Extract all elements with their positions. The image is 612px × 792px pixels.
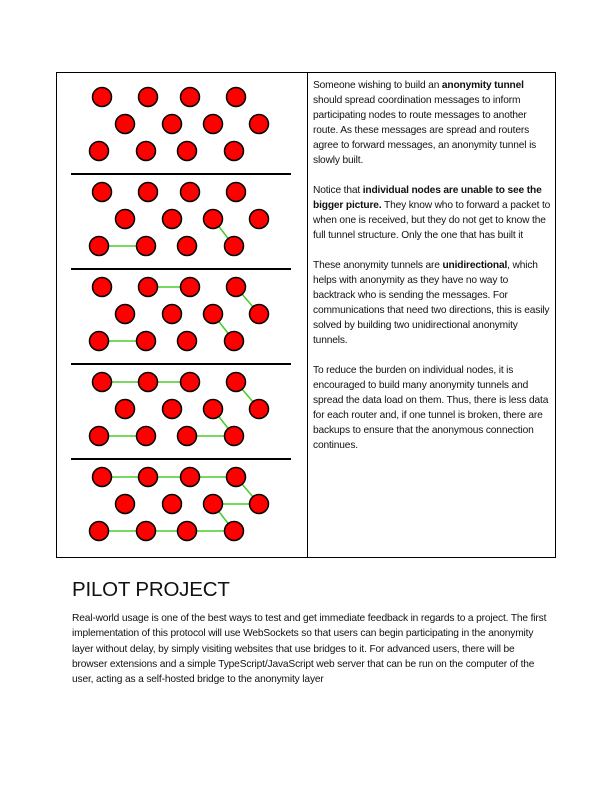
router-node-c1 xyxy=(90,427,109,446)
explanation-table xyxy=(56,72,556,558)
router-node-c2 xyxy=(137,237,156,256)
router-node-c3 xyxy=(178,522,197,541)
router-node-b2 xyxy=(163,400,182,419)
router-node-c4 xyxy=(225,522,244,541)
router-node-a3 xyxy=(181,183,200,202)
router-node-b3 xyxy=(204,305,223,324)
router-node-b3 xyxy=(204,495,223,514)
router-node-a2 xyxy=(139,278,158,297)
router-node-c4 xyxy=(225,142,244,161)
router-node-c3 xyxy=(178,237,197,256)
column-divider xyxy=(307,73,308,557)
router-node-c3 xyxy=(178,332,197,351)
router-node-a2 xyxy=(139,183,158,202)
router-node-b2 xyxy=(163,305,182,324)
explanation-text xyxy=(313,78,553,468)
section-heading: PILOT PROJECT xyxy=(72,578,230,601)
router-node-b4 xyxy=(250,210,269,229)
router-node-c2 xyxy=(137,332,156,351)
router-node-c3 xyxy=(178,427,197,446)
router-node-b3 xyxy=(204,210,223,229)
router-node-b2 xyxy=(163,210,182,229)
router-node-b4 xyxy=(250,305,269,324)
bold-term: unidirectional xyxy=(442,260,508,271)
bold-term: anonymity tunnel xyxy=(441,80,524,91)
router-node-a4 xyxy=(227,88,246,107)
router-node-a1 xyxy=(93,183,112,202)
diagram-stage-1 xyxy=(90,88,269,161)
router-node-b1 xyxy=(116,210,135,229)
paragraph-bigger-picture: Notice that individual nodes are unable to see the bigger picture. They know who to forward a packet to when one is received, but they do not get to know the full tunnel structure. Only the one that has built it xyxy=(313,185,551,241)
router-node-c2 xyxy=(137,142,156,161)
router-node-a2 xyxy=(139,88,158,107)
router-node-b3 xyxy=(204,115,223,134)
router-node-a4 xyxy=(227,278,246,297)
router-node-b4 xyxy=(250,495,269,514)
router-node-c1 xyxy=(90,142,109,161)
router-node-a4 xyxy=(227,183,246,202)
router-node-a1 xyxy=(93,468,112,487)
router-node-a1 xyxy=(93,278,112,297)
router-node-b1 xyxy=(116,495,135,514)
router-node-b3 xyxy=(204,400,223,419)
paragraph-anonymity-tunnel: Someone wishing to build an anonymity tunnel should spread coordination messages to inform participating nodes to route messages to another route. As these messages are spread and routers agree to forward messages, an anonymity tunnel is slowly built. xyxy=(313,80,537,166)
router-node-c4 xyxy=(225,427,244,446)
router-node-a4 xyxy=(227,373,246,392)
router-node-a2 xyxy=(139,373,158,392)
router-node-a3 xyxy=(181,373,200,392)
router-node-c2 xyxy=(137,522,156,541)
router-node-c1 xyxy=(90,237,109,256)
diagram-stage-5 xyxy=(71,459,291,541)
router-node-a1 xyxy=(93,373,112,392)
router-node-c2 xyxy=(137,427,156,446)
router-node-a3 xyxy=(181,468,200,487)
router-node-a2 xyxy=(139,468,158,487)
router-node-b2 xyxy=(163,115,182,134)
router-node-c1 xyxy=(90,522,109,541)
diagram-stage-4 xyxy=(71,364,291,446)
router-node-c1 xyxy=(90,332,109,351)
router-node-a3 xyxy=(181,278,200,297)
anonymity-tunnel-diagram xyxy=(57,73,307,557)
router-node-c4 xyxy=(225,332,244,351)
router-node-b4 xyxy=(250,115,269,134)
router-node-a1 xyxy=(93,88,112,107)
router-node-a4 xyxy=(227,468,246,487)
router-node-b4 xyxy=(250,400,269,419)
router-node-c4 xyxy=(225,237,244,256)
router-node-a3 xyxy=(181,88,200,107)
bold-term: individual nodes are unable to see the bigger picture. xyxy=(313,185,542,211)
paragraph-load-spread: To reduce the burden on individual nodes, it is encouraged to build many anonymity tunnels and spread the data load on them. Thus, there is less data for each router and, if one tunnel is broken, there are backups to ensure that the anonymous connection continues. xyxy=(313,365,549,451)
section-body: Real-world usage is one of the best ways to test and get immediate feedback in regards to a project. The first implementation of this protocol will use WebSockets so that users can begin participating in the anonymity layer without delay, by simply visiting websites that use bridges to it. For advanced users, there will be browser extensions and a simple TypeScript/JavaScript web server that can be run on the computer of the user, acting as a self-hosted bridge to the anonymity layer xyxy=(72,613,547,686)
router-node-c3 xyxy=(178,142,197,161)
diagram-stage-2 xyxy=(71,174,291,256)
diagram-stage-3 xyxy=(71,269,291,351)
router-node-b1 xyxy=(116,305,135,324)
paragraph-unidirectional: These anonymity tunnels are unidirectional, which helps with anonymity as they have no way to backtrack who is sending the messages. For communications that need two directions, this is easily solved by building two unidirectional anonymity tunnels. xyxy=(313,260,550,346)
router-node-b1 xyxy=(116,400,135,419)
router-node-b1 xyxy=(116,115,135,134)
router-node-b2 xyxy=(163,495,182,514)
